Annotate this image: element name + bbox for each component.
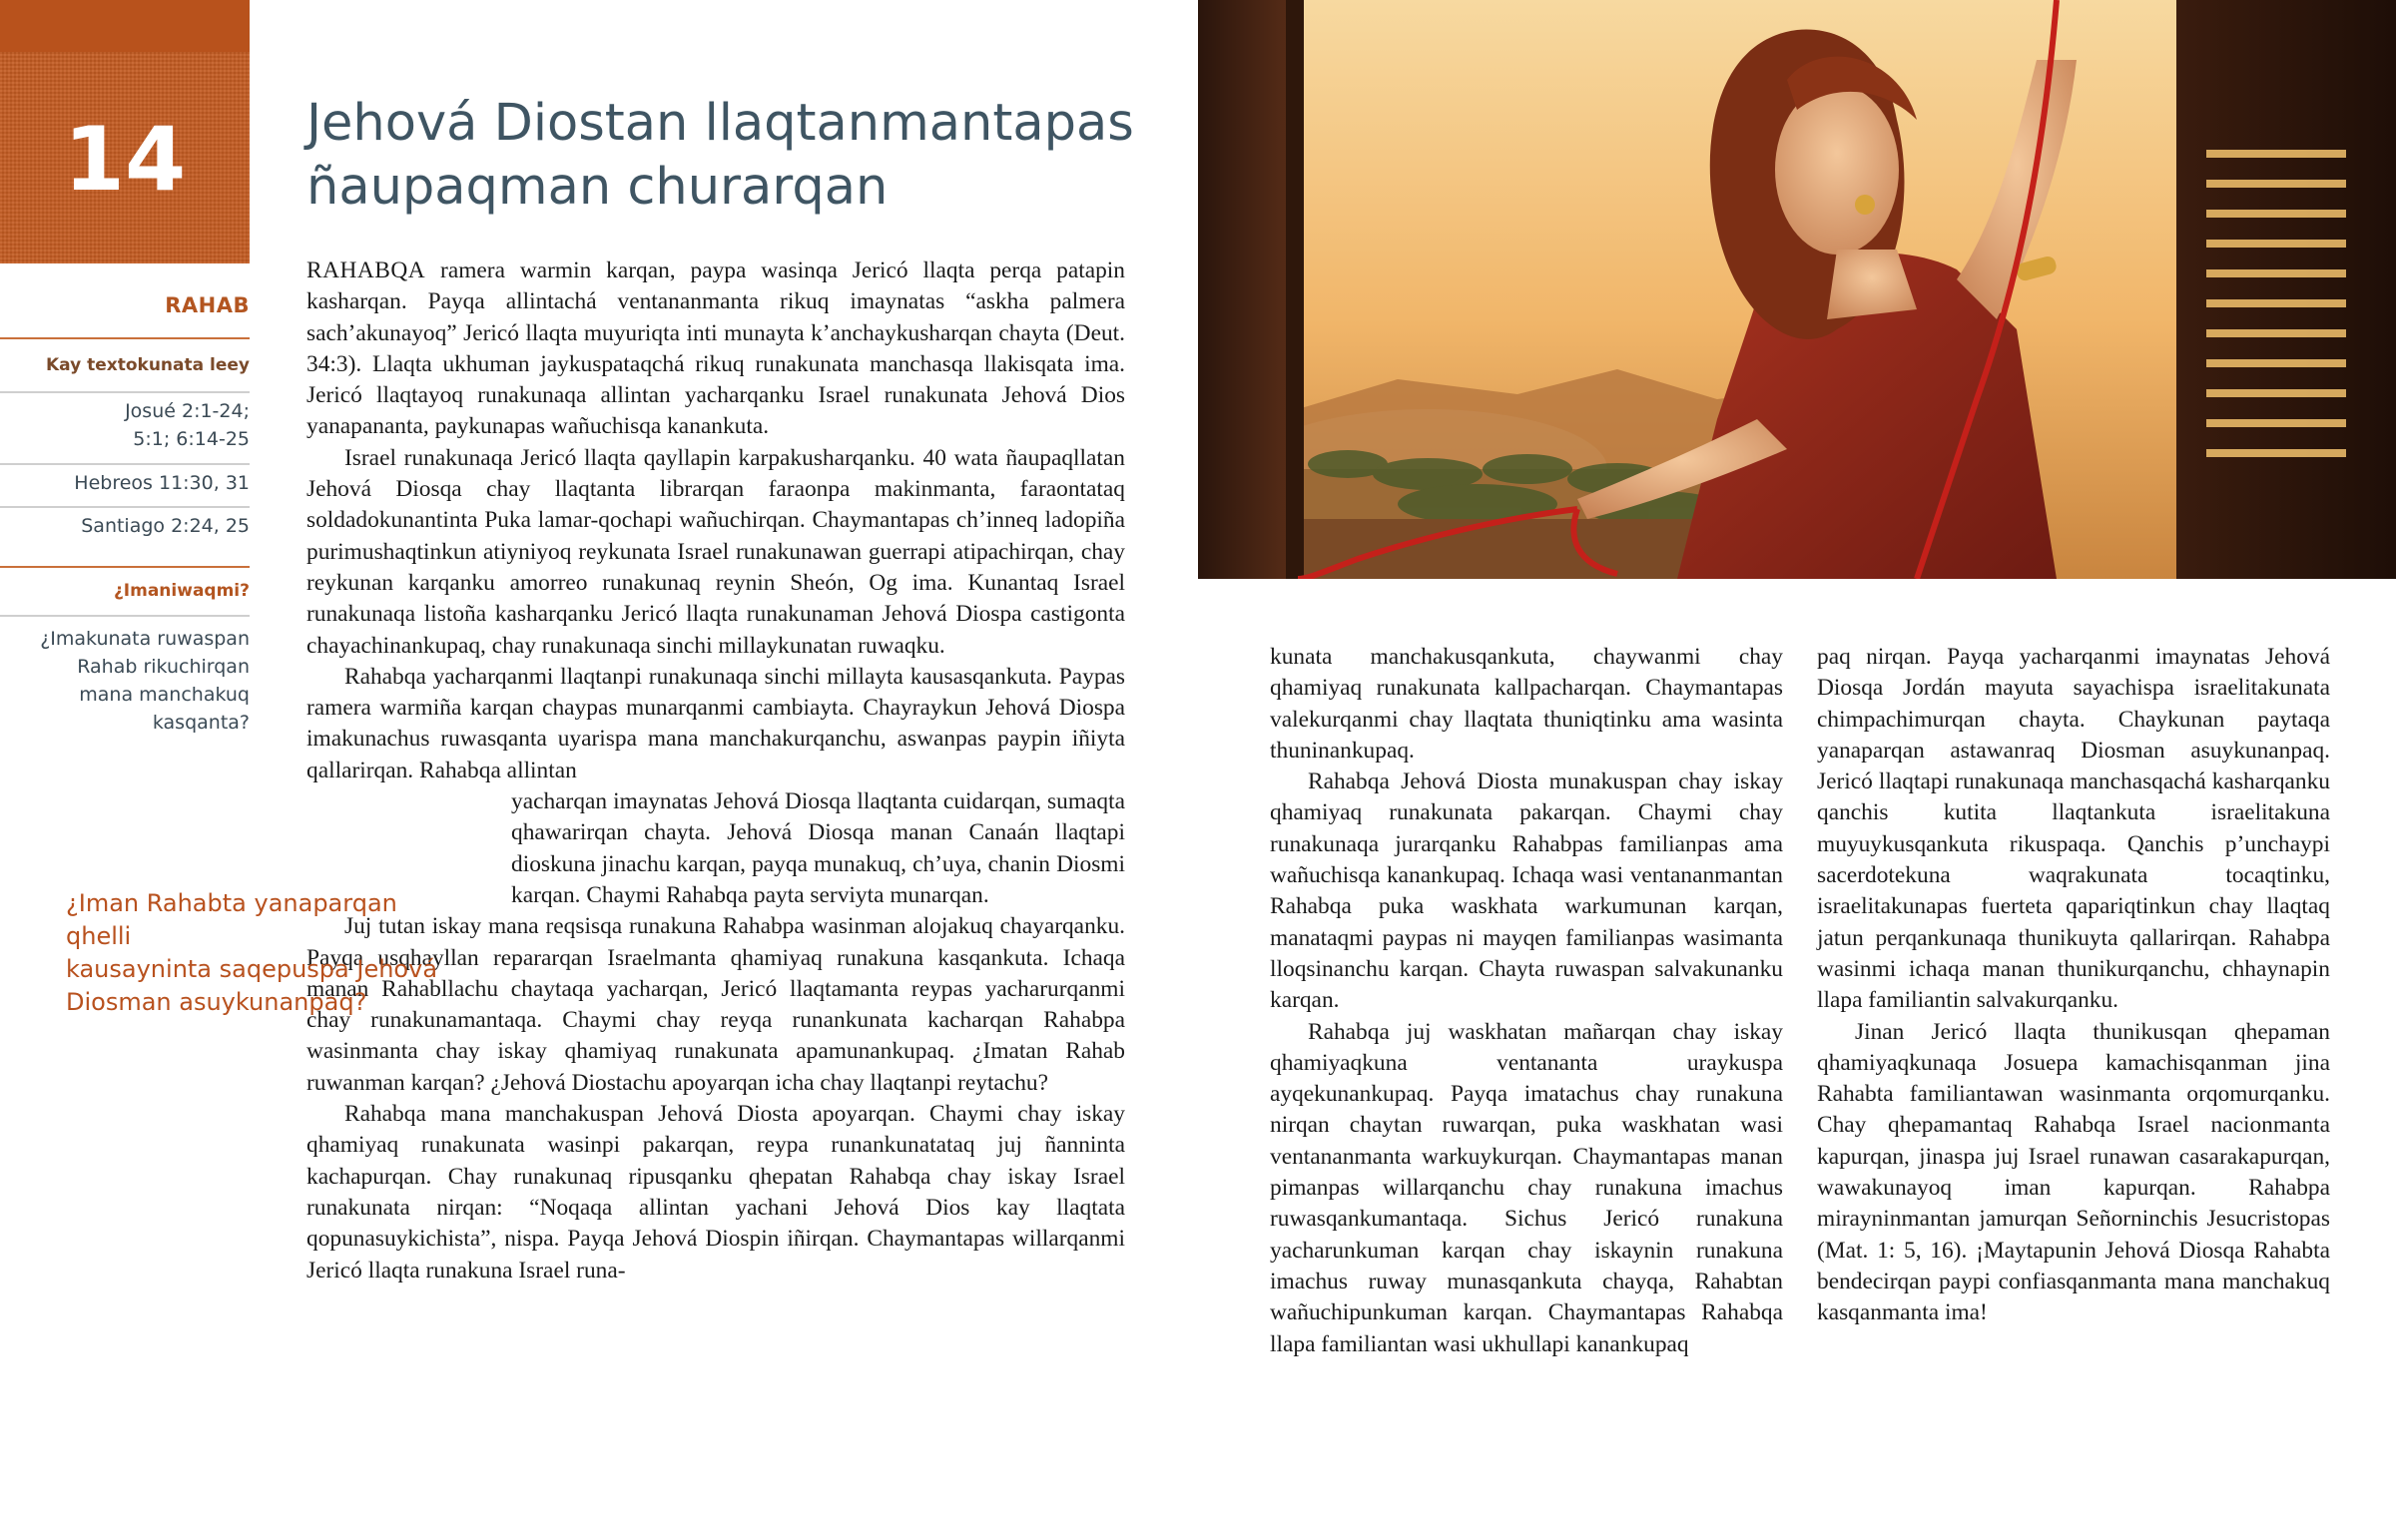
sidebar-divider [0, 391, 250, 393]
paragraph: yacharqan imaynatas Jehová Diosqa llaqtanta cuidarqan, sumaqta qhawarirqan chayta. Jehová Diosqa manan Canaán llaqtapi dioskuna jinachu karqan, payqa munakuq, ch’uya, chanin Diosmi karqan. Chaymi Rahabqa payta serviyta munarqan. [511, 788, 1125, 908]
illustration-svg [1198, 0, 2396, 579]
scripture-reference[interactable]: Josué 2:1-24; 5:1; 6:14-25 [125, 400, 250, 450]
illustration-rahab-window [1198, 0, 2396, 579]
sidebar-read-heading: Kay textokunata leey [45, 355, 250, 375]
sidebar-question: ¿Imakunata ruwaspan Rahab rikuchirqan mana manchakuq kasqanta? [40, 628, 250, 734]
paragraph: Rahabqa juj waskhatan mañarqan chay iskay qhamiyaqkuna ventananta uraykuspa ayqekunankupaq. Payqa imatachus chay runakuna nirqan chaytan ruwarqan, puka waskhatan wasi ventananmanta warkuykurqan. Chaymantapas manan pimanpas willarqanchu chay runakuna imachus ruwasqankumantaqa. Sichus Jericó runakuna yacharunkuman karqan chay iskaynin runakuna imachus ruway munasqankuta chayqa, Rahabtan wañuchipunkuman karqan. Chaymantapas Rahabqa llapa familiantan wasi ukhullapi kanankupaq [1270, 1018, 1783, 1357]
sidebar-divider [0, 506, 250, 508]
paragraph: RAHABQA ramera warmin karqan, paypa wasinqa Jericó llaqta perqa patapin kasharqan. Payqa allintachá ventananmanta rikuq imaynatas “askha palmera sach’akunayoq” Jericó llaqta muyuriqta inti munayta k’anchaykusharqan chayta (Deut. 34:3). Llaqta ukhuman jaykuspataqchá rikuq runakunata manchasqa llakisqata ima. Jericó llaqtayoq runakunaqa allintan yacharqanku Israel runakunata Jehová Dios yanapananta, paykunapas wañuchisqa kanankuta. [306, 257, 1125, 440]
paragraph: paq nirqan. Payqa yacharqanmi imaynatas Jehová Diosqa Jordán mayuta sayachispa israelitakunata chimpachimurqan chayta. Chaykunan paytaqa yanaparqan astawanraq Diosman asuykunanpaq. Jericó llaqtapi runakunaqa manchasqachá kasharqanku qanchis kutita llaqtankuta israelitakuna muyuykusqankuta rikuspaqa. Qanchis p’unchaypi sacerdotekuna waqrakunata tocaqtinku, israelitakunapas fuerteta qapariqtinkun chay llaqtaq jatun perqankunaqa thunikuyta qallarirqan. Rahabpa wasinmi ichaqa manan thunikurqanchu, chhaynapin llapa familiantin salvakurqanku. [1817, 644, 2330, 1014]
article-column-right [1817, 642, 2330, 1329]
sidebar-divider [0, 566, 250, 568]
lesson-number-tab [0, 0, 250, 263]
paragraph: Rahabqa mana manchakuspan Jehová Diosta apoyarqan. Chaymi chay iskay qhamiyaq runakunata wasinpi pakarqan, reypa runankunatataq juj ñanninta kachapurqan. Chay runakunaq ripusqanku qhepatan Rahabqa chay iskay Israel runakunata nirqan: “Noqaqa allintan yachani Jehová Dios kay llaqtata qopunasuykichista”, nispa. Payqa Jehová Diospin iñirqan. Chaymantapas willarqanmi Jericó llaqta runakuna Israel runa- [306, 1101, 1125, 1283]
scripture-reference[interactable]: Santiago 2:24, 25 [81, 515, 250, 537]
paragraph: Juj tutan iskay mana reqsisqa runakuna Rahabpa wasinman alojakuq chayarqanku. Payqa usqhayllan repararqan Israelmanta qhamiyaq runakuna kasqankuta. Ichaqa manan Rahabllachu chaytaqa yacharqan, Jericó llaqtamanta reypas yacharurqanmi chay runakunamantaqa. Chaymi chay reyqa runankunata kacharqan Rahabpa wasinmanta chay iskay qhamiyaq runakunata apamunankupaq. ¿Imatan Rahab ruwanman karqan? ¿Jehová Diostachu apoyarqan icha chay llaqtanpi reytachu? [306, 913, 1125, 1096]
sidebar-character-name: RAHAB [165, 293, 250, 317]
paragraph: Israel runakunaqa Jericó llaqta qayllapin karpakusharqanku. 40 wata ñaupaqllatan Jehová Diosqa chay llaqtanta librarqan faraonpa makinmanta, faraontataq soldadokunantinta Puka lamar-qochapi wañuchirqan. Chaymantapas ch’inneq ladopiña purimushaqtinkun atiyniyoq reykunata Israel runakunawan guerrapi atipachirqan, chay reykunan karqanku amorreo runakunaq reynin Sheón, Og ima. Kunantaq Israel runakunaqa listoña kasharqanku Jericó llaqta runakunaman Jehová Diospa castigonta chayachinankupaq, chay runakunaqa sinchi millaykunatan ruwaqku. [306, 444, 1125, 659]
sidebar-divider [0, 463, 250, 465]
paragraph: Rahabqa yacharqanmi llaqtanpi runakunaqa sinchi millayta kausasqankuta. Paypas ramera warmiña karqan chaypas munarqanmi cambiayta. Chayraykun Jehová Diospa imakunachus ruwasqanta uyarispa mana manchakurqanchu, aswanpas paypin iñiyta qallarirqan. Rahabqa allintan [306, 663, 1125, 783]
paragraph: Rahabqa Jehová Diosta munakuspan chay iskay qhamiyaq runakunata pakarqan. Chaymi chay runakunaqa jurarqanku Rahabpas familianpas ama wañuchisqa kanankupaq. Ichaqa wasi ventananmantan Rahabqa puka waskhata warkumunan karqan, manataqmi paypas ni mayqen familianpas wasimanta lloqsinanchu karqan. Chayta ruwaspan salvakunanku karqan. [1270, 769, 1783, 1014]
pull-quote: ¿Iman Rahabta yanaparqan qhelli kausayninta saqepuspa Jehová Diosman asuykunanpaq? [66, 889, 438, 1016]
tab-top-band [0, 0, 250, 52]
lesson-number: 14 [63, 108, 187, 211]
paragraph: kunata manchakusqankuta, chaywanmi chay qhamiyaq runakunata kallpacharqan. Chaymantapas valekurqanmi chay llaqtata thuniqtinku ama wasinta thuninankupaq. [1270, 644, 1783, 764]
article-column-middle [1270, 642, 1783, 1360]
paragraph: Jinan Jericó llaqta thunikusqan qhepaman qhamiyaqkunaqa Josuepa kamachisqanman jina Rahabta familiantawan wasinmanta orqomurqanku. Chay qhepamantaq Rahabqa Israel nacionmanta kapurqan, jinaspa juj Israel runawan casarakapurqan, wawakunayoq iman kapurqan. Rahabpa mirayninmantan jamurqan Señorninchis Jesucristopas (Mat. 1: 5, 16). ¡Maytapunin Jehová Diosqa Rahabta bendecirqan paypi confiasqanmanta mana manchakuq kasqanmanta ima! [1817, 1018, 2330, 1326]
sidebar-divider [0, 337, 250, 339]
page-title: Jehová Diostan llaqtanmantapas ñaupaqman churarqan [306, 94, 1134, 217]
lead-word: RAHABQA [306, 257, 426, 283]
article-column-left [306, 256, 1125, 1286]
sidebar-question-heading: ¿Imaniwaqmi? [113, 581, 250, 601]
scripture-reference[interactable]: Hebreos 11:30, 31 [74, 472, 250, 494]
sidebar-divider [0, 615, 250, 617]
